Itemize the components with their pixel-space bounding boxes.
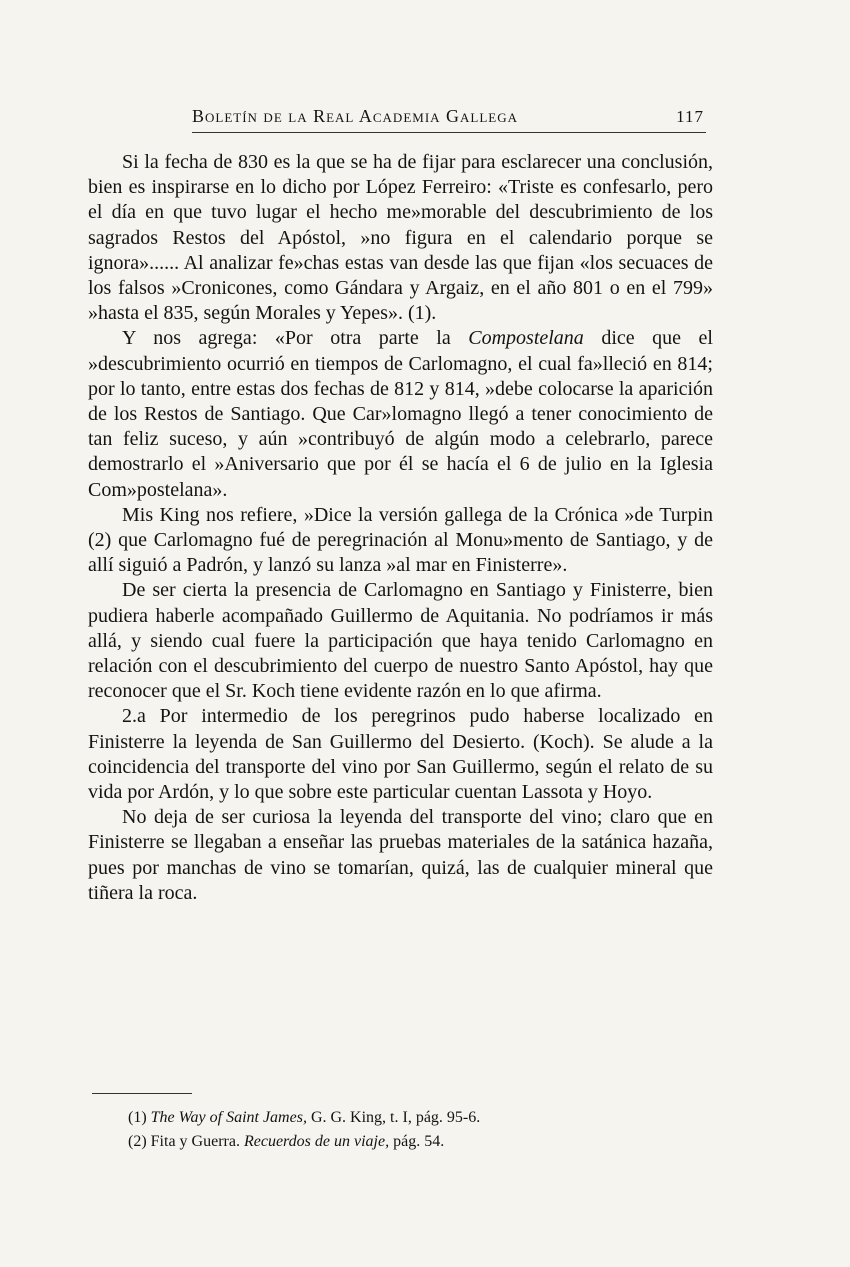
footnote-1: [128, 1106, 728, 1130]
paragraph-5: 2.a Por intermedio de los peregrinos pudo haberse localizado en Finisterre la leyenda de San Guillermo del Desierto. (Koch). Se alude a la coincidencia del transporte del vino por San Guillermo, según el relato de su vida por Ardón, y lo que sobre este particular cuentan Lassota y Hoyo.: [88, 705, 713, 804]
paragraph-2-rest: dice que el »descubrimiento ocurrió en tiempos de Carlomagno, el cual fa»lleció en 814; por lo tanto, entre estas dos fechas de 812 y 814, »debe colocarse la aparición de los Restos de Santiago. Que Car»lomagno llegó a tener conocimiento de tan feliz suceso, y aún »contribuyó de algún modo a celebrarlo, parece demostrarlo el »Aniversario que por él se hacía el 6 de julio en la Iglesia Com»postelana».: [88, 327, 713, 501]
body-text: [88, 150, 713, 906]
journal-title: Boletín de la Real Academia Gallega: [192, 106, 519, 126]
paragraph-2: [88, 326, 713, 502]
running-header: [192, 106, 704, 127]
paragraph-3: Mis King nos refiere, »Dice la versión gallega de la Crónica »de Turpin (2) que Carlomagno fué de peregrinación al Monu»mento de Santiago, y de allí siguió a Padrón, y lanzó su lanza »al mar en Finisterre».: [88, 503, 713, 577]
footnotes: [128, 1106, 728, 1154]
paragraph-1: Si la fecha de 830 es la que se ha de fijar para esclarecer una conclusión, bien es inspirarse en lo dicho por López Ferreiro: «Triste es confesarlo, pero el día en que tuvo lugar el hecho me»morable del descubrimiento de los sagrados Restos del Apóstol, »no figura en el calendario porque se ignora»...... Al analizar fe»chas estas van desde las que fijan «los secuaces de los falsos »Cronicones, como Gándara y Argaiz, en el año 801 o en el 799» »hasta el 835, según Morales y Yepes». (1).: [88, 151, 713, 325]
footnote-2-title: Recuerdos de un viaje,: [243, 1133, 390, 1150]
footnote-2-rest: pág. 54.: [393, 1133, 445, 1150]
paragraph-6: No deja de ser curiosa la leyenda del transporte del vino; claro que en Finisterre se llegaban a enseñar las pruebas materiales de la satánica hazaña, pues por manchas de vino se tomarían, quizá, las de cualquier mineral que tiñera la roca.: [88, 806, 713, 904]
page-number: 117: [676, 107, 704, 126]
footnote-1-mark: (1): [128, 1109, 147, 1126]
footnote-1-rest: G. G. King, t. I, pág. 95-6.: [310, 1109, 481, 1126]
header-rule: [192, 132, 706, 133]
work-title-compostelana: Compostelana: [468, 327, 584, 350]
paragraph-2-start: Y nos agrega: «Por otra parte la: [122, 327, 469, 350]
footnote-rule: [92, 1093, 192, 1094]
footnote-1-title: The Way of Saint James,: [150, 1109, 307, 1126]
paragraph-4: De ser cierta la presencia de Carlomagno en Santiago y Finisterre, bien pudiera haberle acompañado Guillermo de Aquitania. No podríamos ir más allá, y siendo cual fuere la participación que haya tenido Carlomagno en relación con el descubrimiento del cuerpo de nuestro Santo Apóstol, hay que reconocer que el Sr. Koch tiene evidente razón en lo que afirma.: [88, 579, 713, 703]
footnote-2: [128, 1130, 728, 1154]
footnote-2-mark: (2): [128, 1133, 147, 1150]
footnote-2-authors: Fita y Guerra.: [150, 1133, 240, 1150]
